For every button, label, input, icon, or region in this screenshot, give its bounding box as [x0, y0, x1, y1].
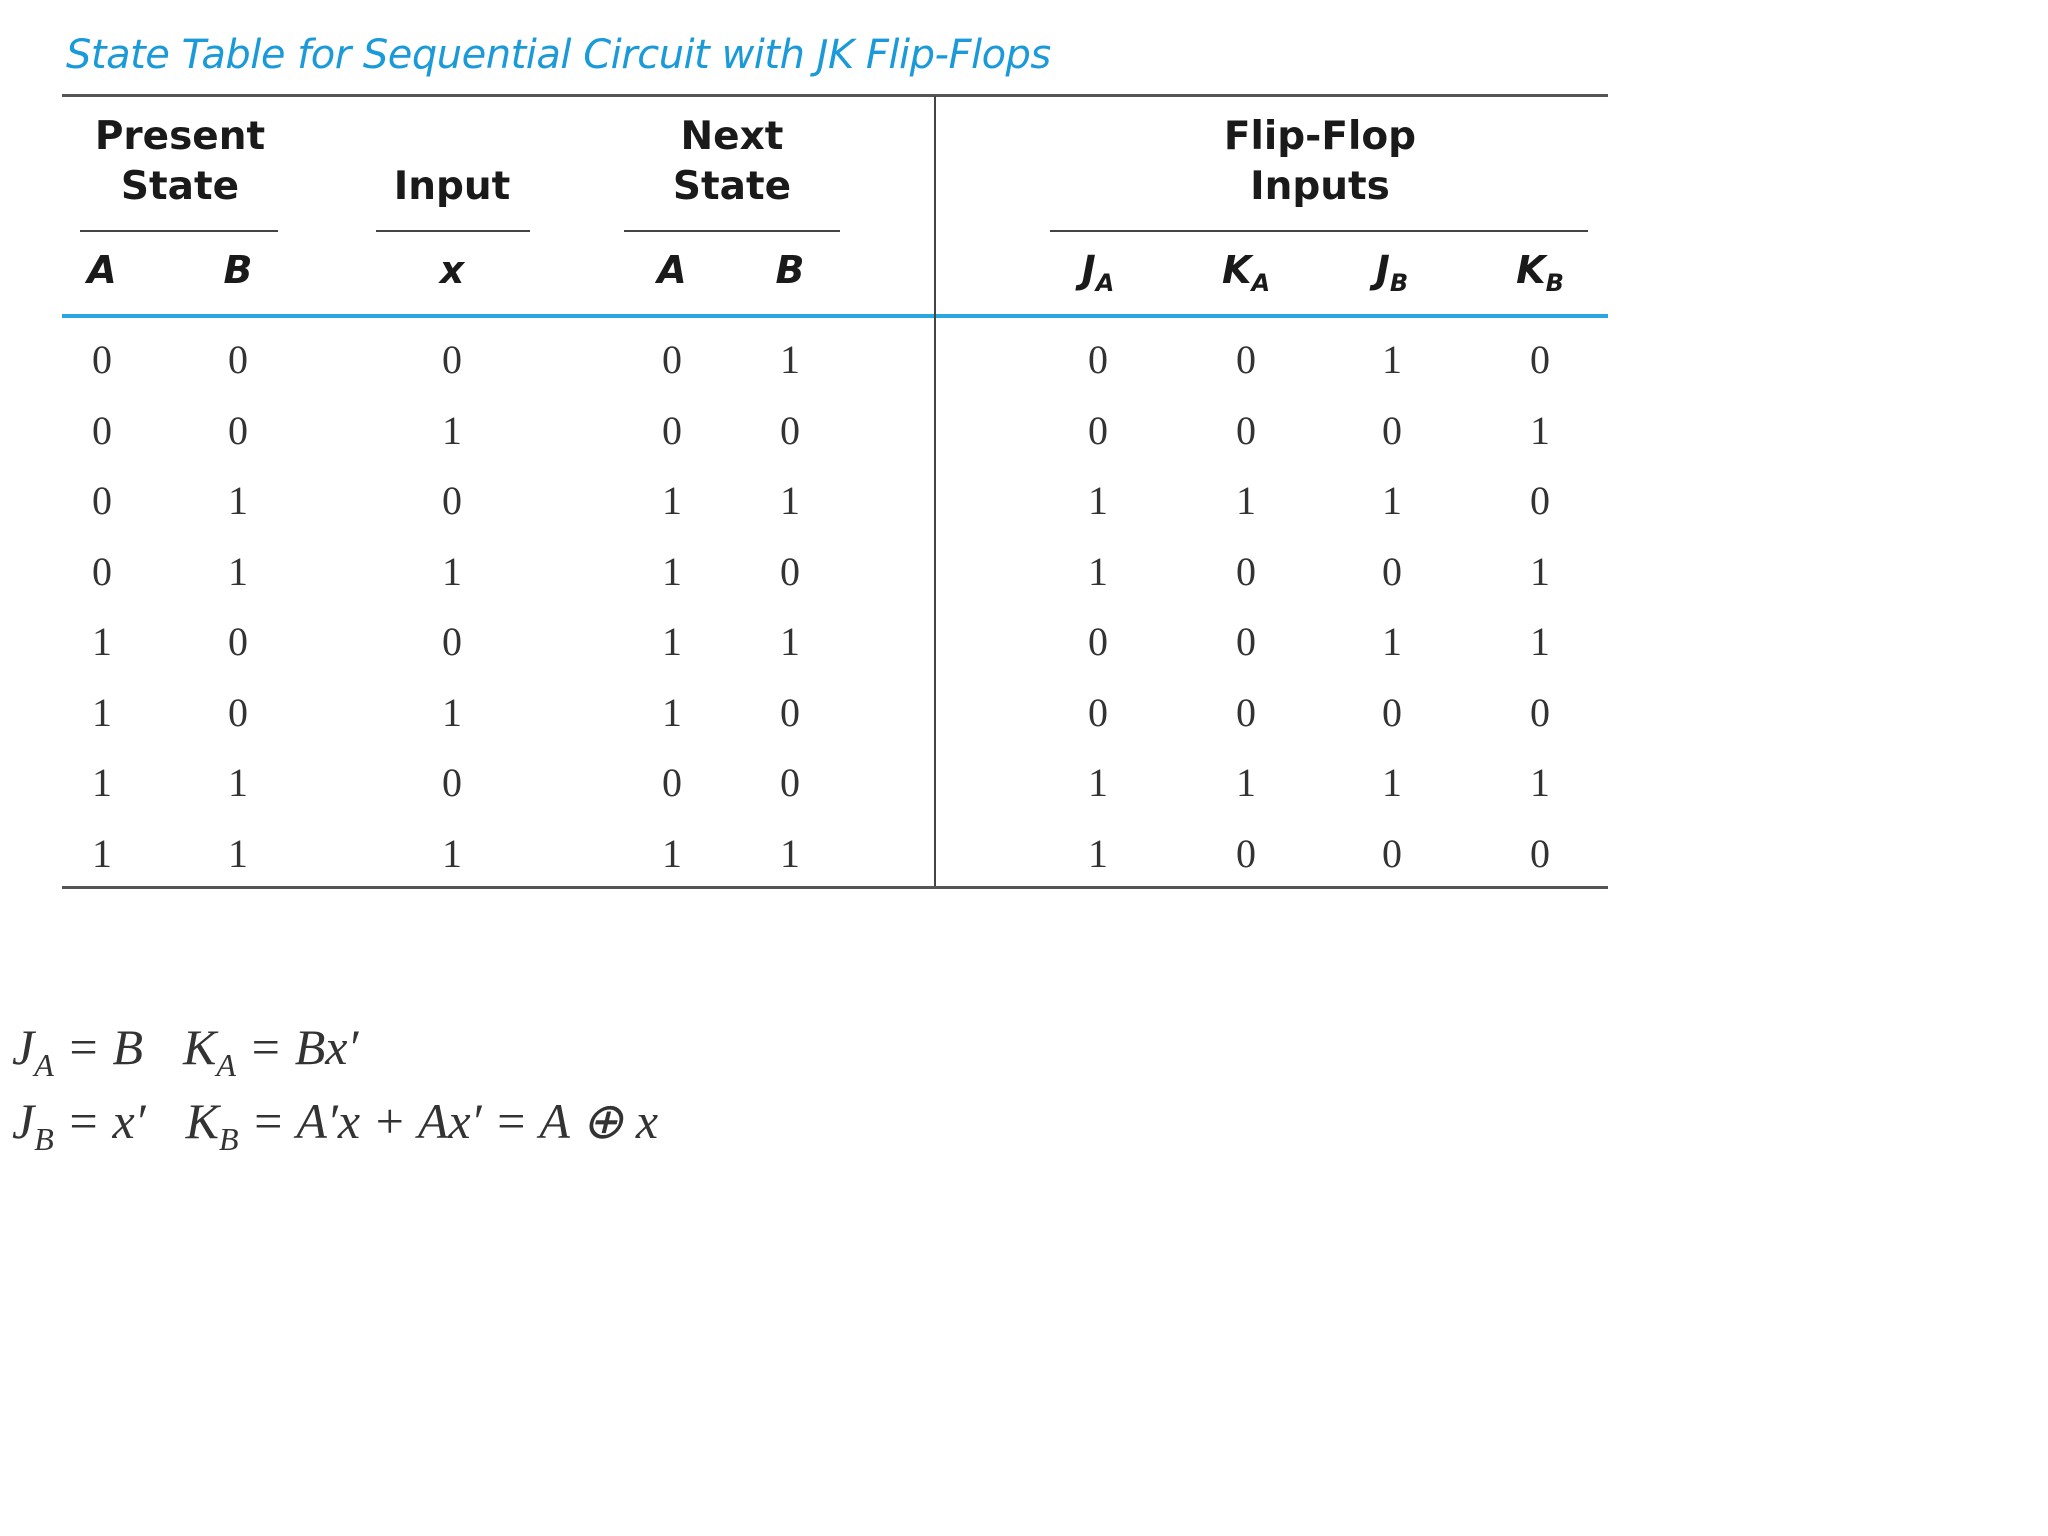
col-header-kb-sub: B	[1545, 269, 1564, 297]
cell-input-x: 0	[442, 760, 462, 805]
present-state-header	[80, 112, 280, 212]
col-header-next-a: A	[657, 248, 687, 292]
flip-flop-inputs-header-line2: Inputs	[1250, 164, 1390, 209]
col-header-next-b: B	[775, 248, 805, 292]
cell-ja: 1	[1088, 478, 1108, 523]
col-header-kb	[1500, 248, 1580, 297]
cell-ka: 0	[1236, 830, 1256, 876]
cell-next-b: 0	[780, 548, 800, 594]
cell-kb: 0	[1530, 689, 1550, 735]
col-header-ka-sub: A	[1251, 269, 1271, 297]
cell-jb: 0	[1382, 689, 1402, 735]
cell-present-b: 0	[228, 619, 248, 664]
equation-line-2	[12, 1092, 658, 1158]
eq-kb-sub: B	[218, 1121, 239, 1157]
col-header-ja	[1058, 248, 1138, 297]
cell-next-a: 1	[662, 548, 682, 594]
cell-ka: 0	[1236, 548, 1256, 594]
eq-jb-rhs: = x′	[53, 1093, 146, 1149]
cell-input-x: 1	[442, 548, 462, 594]
cell-present-a: 0	[92, 407, 112, 453]
cell-jb: 0	[1382, 548, 1402, 594]
cell-input-x: 0	[442, 478, 462, 523]
top-rule	[62, 94, 1608, 97]
col-header-input-x: x	[439, 248, 465, 292]
cell-present-b: 0	[228, 337, 248, 382]
cell-ka: 0	[1236, 619, 1256, 664]
cell-ka: 0	[1236, 337, 1256, 382]
cell-input-x: 0	[442, 619, 462, 664]
cell-ja: 0	[1088, 407, 1108, 453]
cell-ja: 1	[1088, 830, 1108, 876]
cell-kb: 0	[1530, 478, 1550, 523]
cell-jb: 1	[1382, 478, 1402, 523]
cell-jb: 0	[1382, 407, 1402, 453]
next-state-header-line1: Next	[680, 114, 784, 159]
eq-jb-sub: B	[34, 1121, 54, 1157]
present-state-header-line1: Present	[94, 114, 266, 159]
col-header-present-b: B	[223, 248, 253, 292]
cell-kb: 0	[1530, 830, 1550, 876]
col-header-jb-main: J	[1375, 248, 1390, 292]
col-header-ja-main: J	[1081, 248, 1096, 292]
cell-next-a: 1	[662, 689, 682, 735]
cell-next-a: 0	[662, 337, 682, 382]
cell-input-x: 0	[442, 337, 462, 382]
equation-line-1	[12, 1018, 358, 1084]
cell-ka: 0	[1236, 407, 1256, 453]
cell-present-b: 1	[228, 760, 248, 805]
eq-ka-lhs: K	[183, 1019, 217, 1075]
cell-next-b: 1	[780, 619, 800, 664]
cell-present-a: 0	[92, 548, 112, 594]
cell-input-x: 1	[442, 830, 462, 876]
cell-jb: 1	[1382, 337, 1402, 382]
cell-kb: 0	[1530, 337, 1550, 382]
cell-ja: 1	[1088, 760, 1108, 805]
cell-next-a: 1	[662, 619, 682, 664]
cell-present-b: 1	[228, 478, 248, 523]
col-header-jb-sub: B	[1389, 269, 1409, 297]
cell-next-b: 0	[780, 689, 800, 735]
cell-next-b: 1	[780, 830, 800, 876]
input-underline	[376, 230, 530, 232]
present-state-header-line2: State	[120, 164, 240, 209]
cell-ka: 1	[1236, 760, 1256, 805]
cell-present-a: 0	[92, 478, 112, 523]
cell-present-a: 1	[92, 760, 112, 805]
cell-next-b: 0	[780, 407, 800, 453]
cell-jb: 1	[1382, 619, 1402, 664]
cell-next-b: 0	[780, 760, 800, 805]
cell-present-b: 0	[228, 407, 248, 453]
eq-ka-rhs: = Bx′	[235, 1019, 359, 1075]
cell-present-a: 1	[92, 619, 112, 664]
eq-ja-rhs: = B	[53, 1019, 144, 1075]
cell-present-a: 0	[92, 337, 112, 382]
flip-flop-inputs-underline	[1050, 230, 1588, 232]
header-divider	[62, 314, 1608, 318]
eq-ka-sub: A	[216, 1047, 236, 1083]
next-state-underline	[624, 230, 840, 232]
cell-kb: 1	[1530, 407, 1550, 453]
column-divider	[934, 96, 936, 886]
eq-ja-lhs: J	[12, 1019, 35, 1075]
input-header	[376, 162, 528, 212]
bottom-rule	[62, 886, 1608, 889]
cell-next-a: 0	[662, 407, 682, 453]
cell-kb: 1	[1530, 548, 1550, 594]
eq-kb-rhs: = A′x + Ax′ = A ⊕ x	[238, 1093, 659, 1149]
cell-kb: 1	[1530, 619, 1550, 664]
cell-next-b: 1	[780, 478, 800, 523]
cell-ka: 0	[1236, 689, 1256, 735]
eq-ja-sub: A	[34, 1047, 54, 1083]
cell-next-a: 1	[662, 830, 682, 876]
cell-ja: 0	[1088, 619, 1108, 664]
present-state-underline	[80, 230, 278, 232]
cell-jb: 1	[1382, 760, 1402, 805]
cell-ja: 1	[1088, 548, 1108, 594]
col-header-ja-sub: A	[1095, 269, 1115, 297]
col-header-present-a: A	[87, 248, 117, 292]
cell-present-b: 1	[228, 830, 248, 876]
cell-ja: 0	[1088, 337, 1108, 382]
cell-present-b: 1	[228, 548, 248, 594]
col-header-jb	[1352, 248, 1432, 297]
table-title: State Table for Sequential Circuit with JK Flip-Flops	[66, 32, 1051, 78]
cell-next-a: 0	[662, 760, 682, 805]
cell-next-b: 1	[780, 337, 800, 382]
cell-present-a: 1	[92, 830, 112, 876]
col-header-kb-main: K	[1516, 248, 1546, 292]
input-header-label: Input	[393, 164, 511, 209]
cell-input-x: 1	[442, 689, 462, 735]
cell-ja: 0	[1088, 689, 1108, 735]
flip-flop-inputs-header	[1050, 112, 1590, 212]
cell-next-a: 1	[662, 478, 682, 523]
cell-present-a: 1	[92, 689, 112, 735]
cell-input-x: 1	[442, 407, 462, 453]
next-state-header	[624, 112, 840, 212]
col-header-ka	[1206, 248, 1286, 297]
cell-kb: 1	[1530, 760, 1550, 805]
eq-kb-lhs: K	[185, 1093, 219, 1149]
cell-jb: 0	[1382, 830, 1402, 876]
col-header-ka-main: K	[1221, 248, 1252, 292]
eq-jb-lhs: J	[12, 1093, 35, 1149]
cell-present-b: 0	[228, 689, 248, 735]
flip-flop-inputs-header-line1: Flip-Flop	[1223, 114, 1417, 159]
next-state-header-line2: State	[672, 164, 792, 209]
cell-ka: 1	[1236, 478, 1256, 523]
